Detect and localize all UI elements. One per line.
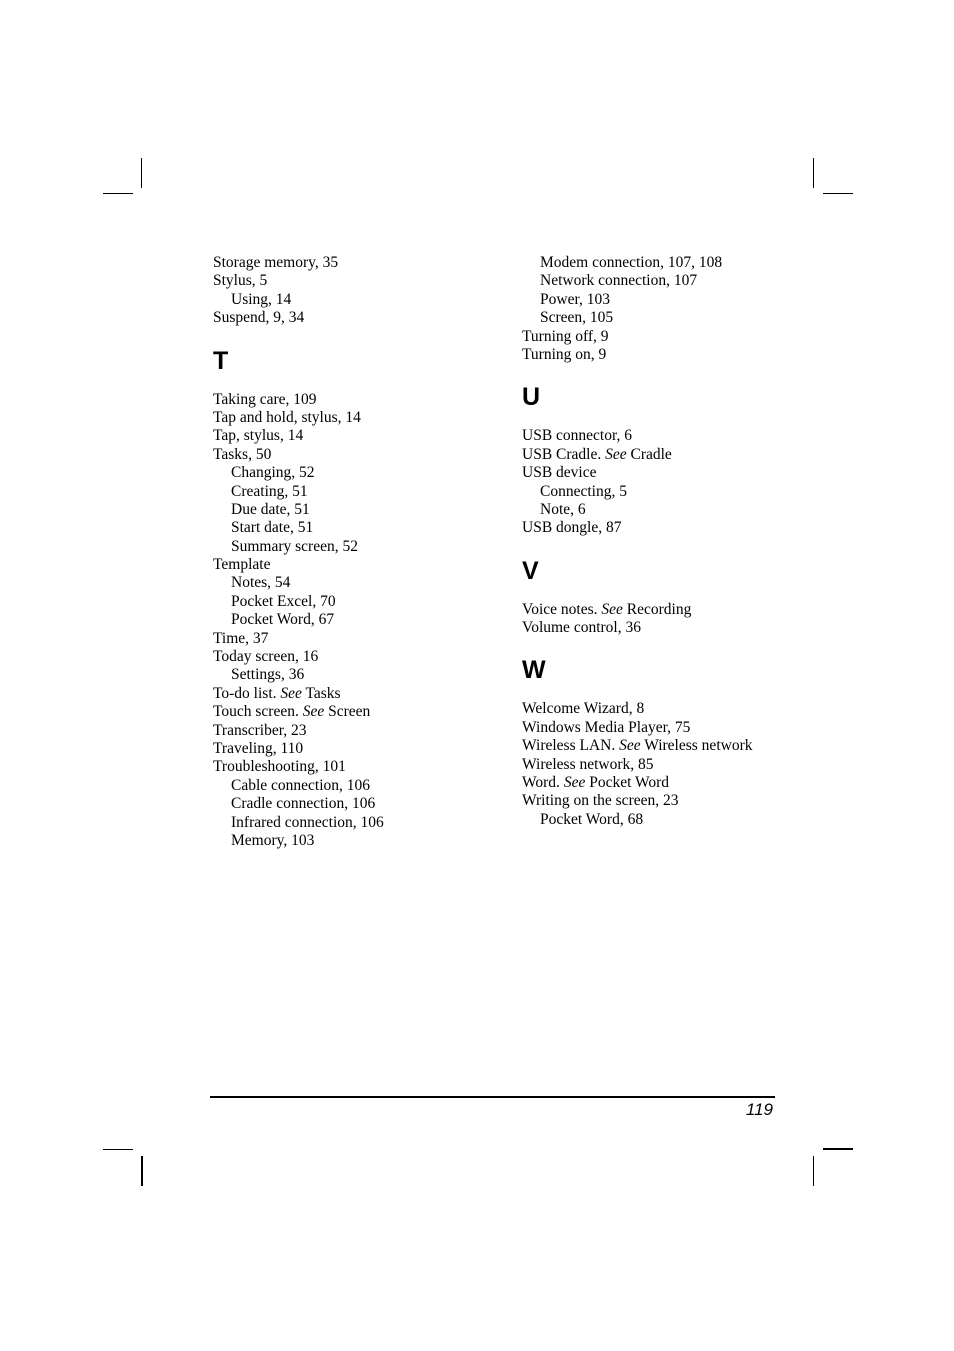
index-subentry: [522, 291, 822, 309]
entry-text: Today screen, 16: [213, 648, 319, 666]
index-entry: [522, 446, 822, 464]
index-subentry: [213, 538, 503, 556]
page-number: 119: [745, 1100, 773, 1119]
index-subentry: [213, 519, 503, 537]
index-subentry: [522, 309, 822, 327]
entry-text: Volume control, 36: [522, 619, 641, 637]
entry-text: Power, 103: [540, 290, 610, 308]
index-subentry: [522, 501, 822, 519]
entry-text: Tasks, 50: [213, 445, 272, 463]
entry-text: Pocket Word, 67: [231, 611, 335, 629]
entry-text: Memory, 103: [231, 831, 315, 849]
entry-text: Stylus, 5: [213, 272, 268, 290]
index-entry: [522, 719, 822, 737]
index-entry: [213, 409, 503, 427]
crop-mark: [103, 193, 133, 194]
index-entry: [213, 427, 503, 445]
index-entry: [522, 464, 822, 482]
see-reference: See: [619, 737, 641, 755]
entry-text: Wireless LAN.: [522, 737, 620, 755]
index-letter-heading: U: [522, 383, 541, 412]
entry-text: Word.: [522, 774, 564, 792]
index-entry: [213, 630, 503, 648]
entry-text: Creating, 51: [231, 482, 308, 500]
index-subentry: [213, 501, 503, 519]
index-entry: [213, 740, 503, 758]
crop-mark: [103, 1149, 133, 1150]
index-entry: [213, 446, 503, 464]
see-target: Screen: [324, 703, 371, 721]
entry-text: Tap, stylus, 14: [213, 427, 304, 445]
index-entry: [522, 619, 822, 637]
entry-text: Connecting, 5: [540, 482, 627, 500]
entry-text: Due date, 51: [231, 500, 310, 518]
crop-mark: [823, 1148, 853, 1150]
see-target: Cradle: [626, 445, 672, 463]
index-subentry: [213, 291, 503, 309]
entry-text: Template: [213, 556, 271, 574]
index-subentry: [213, 666, 503, 684]
entry-text: Windows Media Player, 75: [522, 718, 691, 736]
entry-text: Turning on, 9: [522, 345, 607, 363]
see-target: Pocket Word: [585, 774, 670, 792]
entry-text: Voice notes.: [522, 600, 602, 618]
entry-text: Notes, 54: [231, 574, 291, 592]
index-entry: [522, 737, 822, 755]
entry-text: Settings, 36: [231, 666, 305, 684]
index-entry: [522, 756, 822, 774]
index-subentry: [213, 814, 503, 832]
entry-text: Cable connection, 106: [231, 776, 371, 794]
entry-text: Pocket Word, 68: [540, 810, 644, 828]
crop-mark: [823, 193, 853, 194]
index-entry: [213, 254, 503, 272]
index-subentry: [213, 611, 503, 629]
index-column-left: [213, 254, 503, 850]
index-subentry: [522, 254, 822, 272]
entry-text: Transcriber, 23: [213, 721, 307, 739]
crop-mark: [141, 158, 142, 188]
entry-text: Wireless network, 85: [522, 755, 654, 773]
entry-text: Using, 14: [231, 290, 292, 308]
entry-text: Network connection, 107: [540, 272, 698, 290]
entry-text: Start date, 51: [231, 519, 314, 537]
see-reference: See: [605, 445, 627, 463]
entry-text: Welcome Wizard, 8: [522, 700, 645, 718]
entry-text: USB connector, 6: [522, 427, 633, 445]
index-subentry: [213, 464, 503, 482]
entry-text: Taking care, 109: [213, 390, 317, 408]
entry-text: Turning off, 9: [522, 327, 609, 345]
entry-text: Infrared connection, 106: [231, 813, 384, 831]
see-reference: See: [601, 600, 623, 618]
entry-text: To-do list.: [213, 684, 281, 702]
index-entry: [213, 703, 503, 721]
entry-text: Changing, 52: [231, 464, 315, 482]
entry-text: Touch screen.: [213, 703, 303, 721]
entry-text: Storage memory, 35: [213, 254, 339, 271]
index-entry: [522, 346, 822, 364]
index-entry: [213, 272, 503, 290]
index-entry: [213, 685, 503, 703]
index-entry: [213, 391, 503, 409]
entry-text: Troubleshooting, 101: [213, 758, 346, 776]
index-entry: [522, 519, 822, 537]
see-target: Tasks: [301, 684, 341, 702]
see-reference: See: [563, 774, 586, 792]
entry-text: Modem connection, 107, 108: [540, 254, 723, 271]
entry-text: USB Cradle.: [522, 445, 606, 463]
entry-text: Screen, 105: [540, 309, 614, 327]
index-entry: [213, 722, 503, 740]
index-subentry: [213, 483, 503, 501]
index-entry: [522, 774, 822, 792]
index-subentry: [213, 795, 503, 813]
index-entry: [522, 601, 822, 619]
crop-mark: [813, 158, 814, 188]
index-entry: [522, 328, 822, 346]
see-reference: See: [302, 703, 325, 721]
entry-text: Pocket Excel, 70: [231, 592, 336, 610]
footer-rule: [210, 1096, 775, 1098]
entry-text: Note, 6: [540, 500, 586, 518]
index-subentry: [213, 777, 503, 795]
index-subentry: [213, 593, 503, 611]
index-column-right: [522, 254, 822, 829]
crop-mark: [813, 1156, 814, 1186]
index-letter-heading: W: [522, 656, 546, 685]
index-subentry: [213, 832, 503, 850]
index-letter-heading: T: [213, 346, 229, 375]
entry-text: Time, 37: [213, 629, 269, 647]
see-reference: See: [280, 684, 302, 702]
index-entry: [213, 556, 503, 574]
entry-text: Tap and hold, stylus, 14: [213, 408, 361, 426]
index-entry: [213, 648, 503, 666]
index-entry: [522, 792, 822, 810]
index-entry: [522, 700, 822, 718]
see-target: Wireless network: [640, 737, 753, 755]
index-entry: [213, 309, 503, 327]
entry-text: Summary screen, 52: [231, 537, 358, 555]
index-entry: [213, 758, 503, 776]
entry-text: USB device: [522, 464, 597, 482]
entry-text: Writing on the screen, 23: [522, 792, 679, 810]
index-subentry: [522, 811, 822, 829]
index-subentry: [522, 483, 822, 501]
index-subentry: [213, 574, 503, 592]
index-entry: [522, 427, 822, 445]
index-letter-heading: V: [522, 556, 539, 585]
index-subentry: [522, 272, 822, 290]
entry-text: USB dongle, 87: [522, 519, 622, 537]
entry-text: Traveling, 110: [213, 739, 304, 757]
entry-text: Cradle connection, 106: [231, 795, 376, 813]
see-target: Recording: [622, 600, 692, 618]
crop-mark: [141, 1156, 143, 1186]
entry-text: Suspend, 9, 34: [213, 309, 305, 327]
